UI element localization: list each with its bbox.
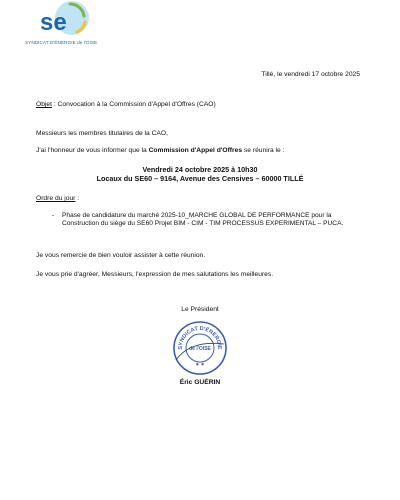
signer-title: Le Président: [181, 306, 219, 313]
se60-logo: [30, 0, 90, 40]
intro-before: J'ai l'honneur de vous informer que la: [36, 147, 149, 154]
agenda-bullet: -: [52, 212, 55, 219]
thanks-paragraph: Je vous remercie de bien vouloir assister à cette réunion.: [36, 252, 206, 259]
letter-subject: [36, 101, 216, 109]
svg-text:★ ★: ★ ★: [194, 361, 206, 369]
meeting-place: Locaux du SE60 – 9164, Avenue des Censives – 60000 TILLÉ: [96, 174, 304, 183]
official-stamp: [172, 320, 228, 376]
agenda-colon: :: [75, 195, 80, 202]
subject-label: Objet: [36, 101, 52, 108]
signer-name: Éric GUÉRIN: [179, 379, 221, 386]
agenda-heading: [36, 195, 79, 203]
salutation: Messieurs les membres titulaires de la CAO,: [36, 130, 168, 137]
svg-text:SYNDICAT D'ÉNERGIE: SYNDICAT D'ÉNERGIE: [177, 325, 223, 350]
meeting-date: Vendredi 24 octobre 2025 à 10h30: [142, 165, 258, 174]
intro-bold: Commission d'Appel d'Offres: [148, 147, 243, 154]
intro-after: se réunira le :: [242, 147, 285, 154]
letter-date: Tillé, le vendredi 17 octobre 2025: [261, 71, 360, 78]
svg-text:de l'OISE: de l'OISE: [189, 346, 211, 352]
intro-paragraph: [36, 147, 284, 155]
logo-caption: SYNDICAT D'ÉNERGIE de l'OISE: [25, 40, 98, 45]
agenda-item: Phase de candidature du marché 2025-10_MARCHE GLOBAL DE PERFORMANCE pour la Construction du siège du SE60 Projet BIM - CIM - TIM PROCESSUS EXPERIMENTAL – PUCA.: [62, 212, 344, 227]
closing-paragraph: Je vous prie d'agréer, Messieurs, l'expression de mes salutations les meilleures.: [36, 271, 274, 278]
subject-text: : Convocation à la Commission d'Appel d'Offres (CAO): [51, 101, 216, 108]
svg-text:se: se: [40, 9, 67, 36]
agenda-label: Ordre du jour: [36, 195, 76, 202]
